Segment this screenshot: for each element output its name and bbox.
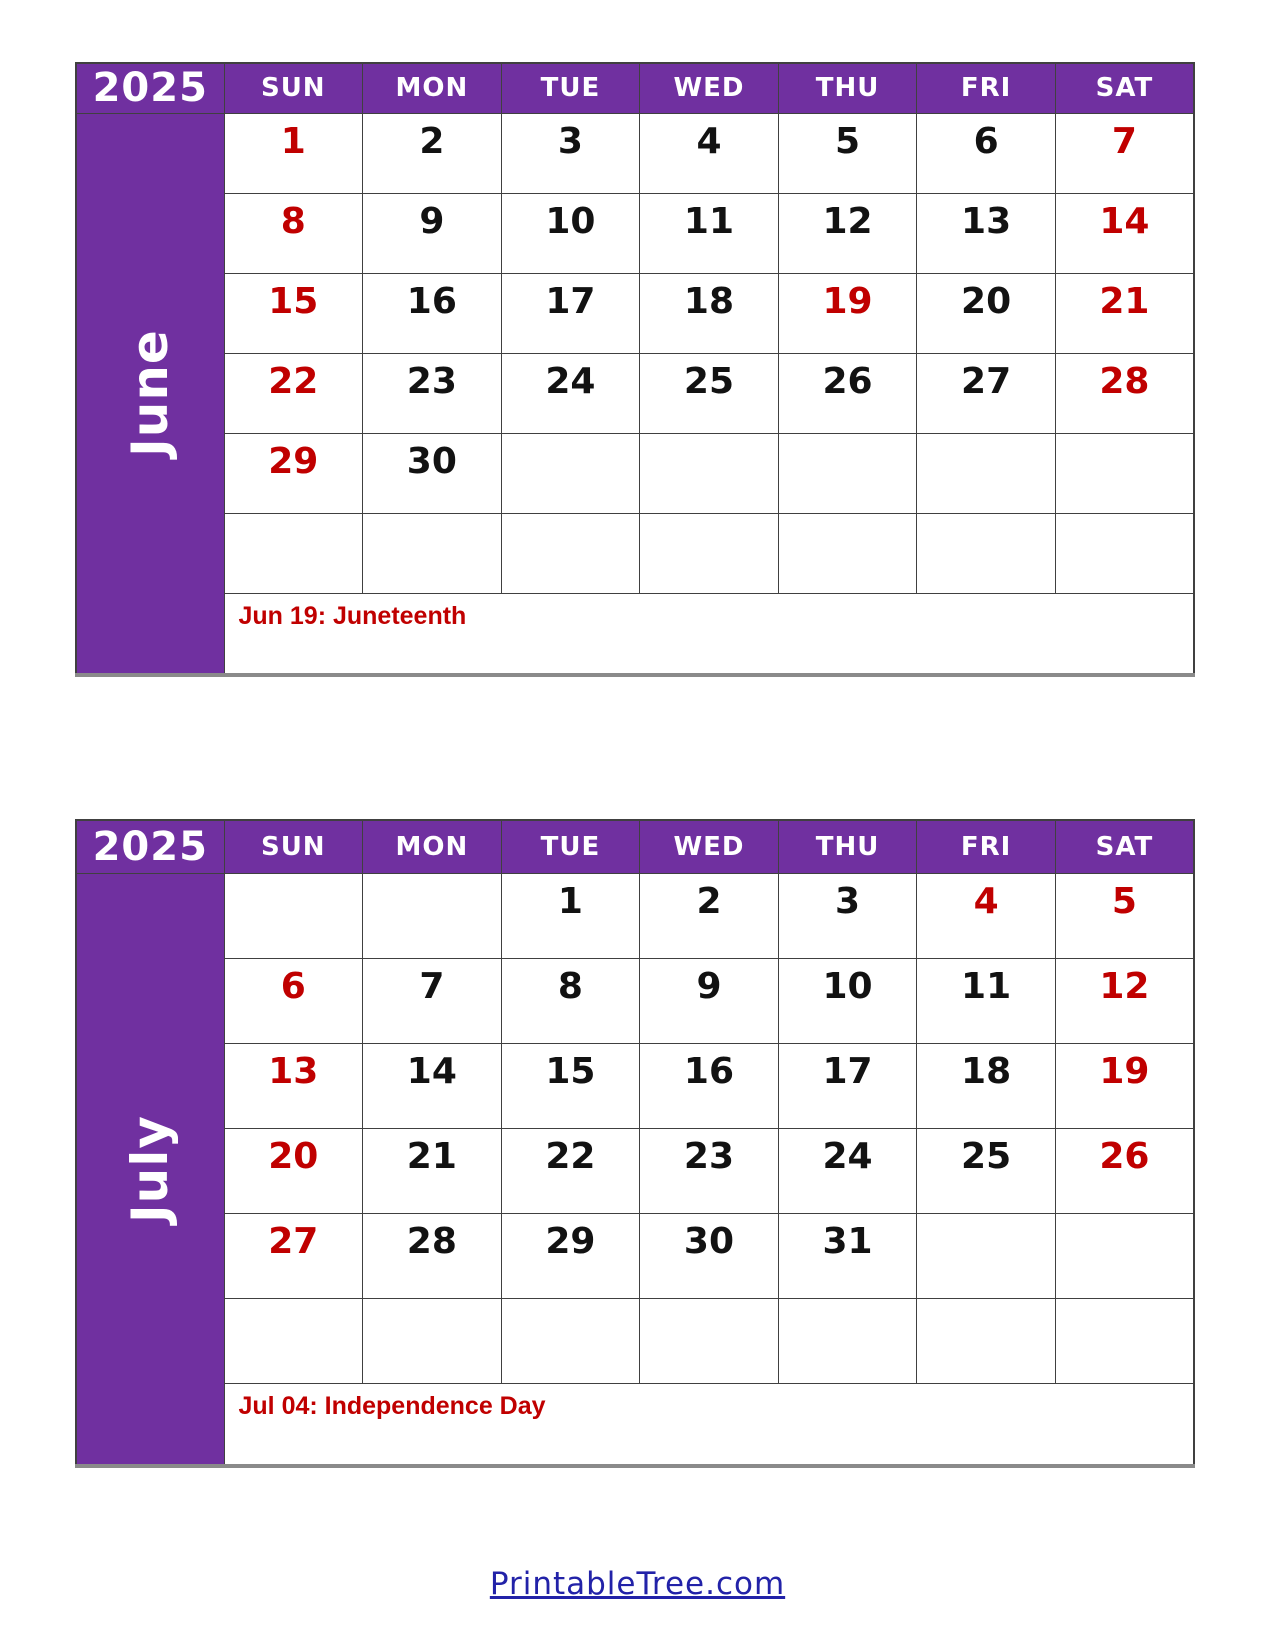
week-row <box>76 1128 1194 1213</box>
calendar-header-row <box>76 63 1194 113</box>
day-cell: 10 <box>501 193 640 273</box>
day-cell: 17 <box>778 1043 917 1128</box>
weekday-header-fri: FRI <box>917 63 1056 113</box>
day-cell: 26 <box>778 353 917 433</box>
day-cell: 18 <box>917 1043 1056 1128</box>
day-cell: 19 <box>1055 1043 1194 1128</box>
weekday-header-sat: SAT <box>1055 820 1194 873</box>
day-cell: 10 <box>778 958 917 1043</box>
empty-day-cell <box>917 1213 1056 1298</box>
weekday-header-sun: SUN <box>224 820 363 873</box>
day-cell: 12 <box>1055 958 1194 1043</box>
site-footer <box>0 1566 1275 1602</box>
month-label: June <box>121 329 180 458</box>
day-cell: 3 <box>778 873 917 958</box>
weekday-header-mon: MON <box>363 63 502 113</box>
day-cell: 16 <box>640 1043 779 1128</box>
day-cell: 13 <box>917 193 1056 273</box>
day-cell: 4 <box>640 113 779 193</box>
empty-day-cell <box>778 1298 917 1383</box>
day-cell: 19 <box>778 273 917 353</box>
weekday-header-wed: WED <box>640 820 779 873</box>
day-cell: 30 <box>363 433 502 513</box>
day-cell: 29 <box>501 1213 640 1298</box>
day-cell: 14 <box>1055 193 1194 273</box>
week-row <box>76 193 1194 273</box>
week-row <box>76 433 1194 513</box>
day-cell: 23 <box>363 353 502 433</box>
empty-day-cell <box>224 1298 363 1383</box>
empty-day-cell <box>501 433 640 513</box>
week-row <box>76 873 1194 958</box>
day-cell: 22 <box>501 1128 640 1213</box>
day-cell: 27 <box>917 353 1056 433</box>
empty-day-cell <box>640 1298 779 1383</box>
empty-day-cell <box>1055 433 1194 513</box>
empty-day-cell <box>363 1298 502 1383</box>
day-cell: 2 <box>640 873 779 958</box>
day-cell: 1 <box>501 873 640 958</box>
holiday-note-row <box>76 1383 1194 1466</box>
day-cell: 27 <box>224 1213 363 1298</box>
weekday-header-sun: SUN <box>224 63 363 113</box>
empty-day-cell <box>917 513 1056 593</box>
day-cell: 6 <box>917 113 1056 193</box>
empty-day-cell <box>1055 513 1194 593</box>
month-sidebar <box>76 113 224 675</box>
july-2025-calendar <box>75 819 1195 1468</box>
july-calendar-table <box>75 819 1195 1468</box>
day-cell: 12 <box>778 193 917 273</box>
day-cell: 6 <box>224 958 363 1043</box>
calendar-header-row <box>76 820 1194 873</box>
year-label: 2025 <box>76 820 224 873</box>
day-cell: 2 <box>363 113 502 193</box>
day-cell: 26 <box>1055 1128 1194 1213</box>
weekday-header-thu: THU <box>778 63 917 113</box>
day-cell: 23 <box>640 1128 779 1213</box>
empty-day-cell <box>363 873 502 958</box>
day-cell: 29 <box>224 433 363 513</box>
june-2025-calendar <box>75 62 1195 677</box>
holiday-note: Jun 19: Juneteenth <box>224 593 1194 675</box>
weekday-header-tue: TUE <box>501 820 640 873</box>
empty-day-cell <box>1055 1298 1194 1383</box>
empty-day-cell <box>640 513 779 593</box>
day-cell: 16 <box>363 273 502 353</box>
printabletree-link[interactable]: PrintableTree.com <box>489 1566 786 1602</box>
day-cell: 20 <box>224 1128 363 1213</box>
day-cell: 5 <box>778 113 917 193</box>
empty-day-cell <box>501 1298 640 1383</box>
week-row <box>76 958 1194 1043</box>
day-cell: 5 <box>1055 873 1194 958</box>
empty-day-cell <box>224 873 363 958</box>
weekday-header-tue: TUE <box>501 63 640 113</box>
weekday-header-fri: FRI <box>917 820 1056 873</box>
holiday-note: Jul 04: Independence Day <box>224 1383 1194 1466</box>
empty-day-cell <box>917 433 1056 513</box>
day-cell: 21 <box>363 1128 502 1213</box>
day-cell: 1 <box>224 113 363 193</box>
weekday-header-wed: WED <box>640 63 779 113</box>
day-cell: 11 <box>917 958 1056 1043</box>
week-row <box>76 113 1194 193</box>
empty-day-cell <box>778 513 917 593</box>
month-sidebar <box>76 873 224 1466</box>
day-cell: 15 <box>224 273 363 353</box>
week-row <box>76 1043 1194 1128</box>
day-cell: 25 <box>640 353 779 433</box>
empty-day-cell <box>1055 1213 1194 1298</box>
month-label: July <box>121 1114 180 1223</box>
week-row <box>76 1298 1194 1383</box>
weekday-header-sat: SAT <box>1055 63 1194 113</box>
day-cell: 9 <box>363 193 502 273</box>
day-cell: 22 <box>224 353 363 433</box>
week-row <box>76 513 1194 593</box>
day-cell: 9 <box>640 958 779 1043</box>
day-cell: 28 <box>363 1213 502 1298</box>
day-cell: 21 <box>1055 273 1194 353</box>
day-cell: 11 <box>640 193 779 273</box>
week-row <box>76 1213 1194 1298</box>
empty-day-cell <box>224 513 363 593</box>
day-cell: 17 <box>501 273 640 353</box>
day-cell: 8 <box>501 958 640 1043</box>
day-cell: 14 <box>363 1043 502 1128</box>
day-cell: 24 <box>778 1128 917 1213</box>
day-cell: 20 <box>917 273 1056 353</box>
day-cell: 7 <box>363 958 502 1043</box>
empty-day-cell <box>640 433 779 513</box>
empty-day-cell <box>778 433 917 513</box>
day-cell: 15 <box>501 1043 640 1128</box>
day-cell: 7 <box>1055 113 1194 193</box>
empty-day-cell <box>363 513 502 593</box>
year-label: 2025 <box>76 63 224 113</box>
day-cell: 30 <box>640 1213 779 1298</box>
day-cell: 3 <box>501 113 640 193</box>
weekday-header-mon: MON <box>363 820 502 873</box>
day-cell: 4 <box>917 873 1056 958</box>
week-row <box>76 273 1194 353</box>
day-cell: 24 <box>501 353 640 433</box>
day-cell: 31 <box>778 1213 917 1298</box>
empty-day-cell <box>917 1298 1056 1383</box>
weekday-header-thu: THU <box>778 820 917 873</box>
june-calendar-table <box>75 62 1195 677</box>
holiday-note-row <box>76 593 1194 675</box>
week-row <box>76 353 1194 433</box>
day-cell: 13 <box>224 1043 363 1128</box>
empty-day-cell <box>501 513 640 593</box>
day-cell: 28 <box>1055 353 1194 433</box>
day-cell: 25 <box>917 1128 1056 1213</box>
day-cell: 18 <box>640 273 779 353</box>
day-cell: 8 <box>224 193 363 273</box>
